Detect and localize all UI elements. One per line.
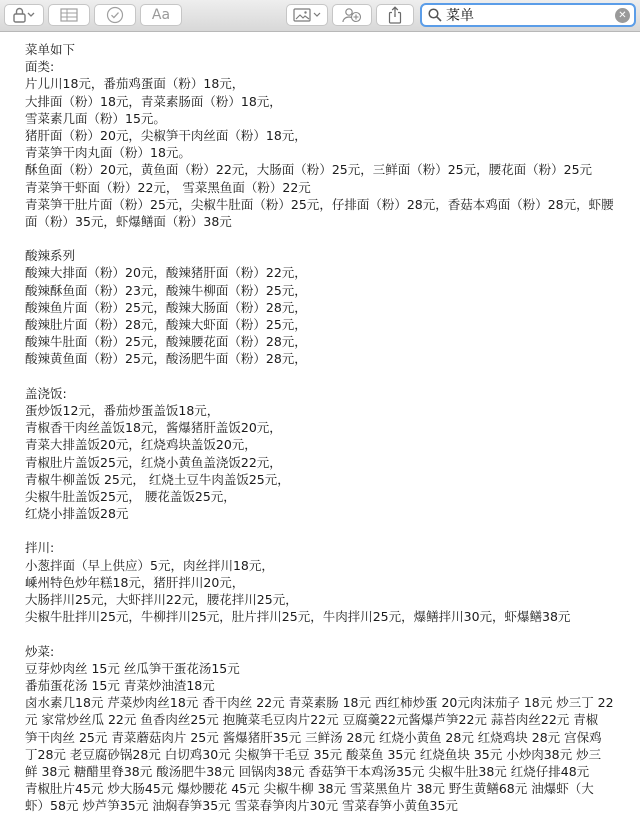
media-button[interactable] (286, 4, 328, 26)
checklist-button[interactable] (94, 4, 136, 26)
blank-line (25, 368, 633, 385)
note-line: 拌川: (25, 540, 55, 556)
note-line: 酸辣系列 (25, 248, 76, 264)
toolbar (0, 0, 640, 32)
note-line: 片儿川18元，番茄鸡蛋面（粉）18元， (25, 76, 245, 92)
note-line: 酸辣牛肚面（粉）25元，酸辣腰花面（粉）28元， (25, 334, 307, 350)
note-line: 尖椒牛肚拌川25元，牛柳拌川25元，肚片拌川25元，牛肉拌川25元，爆鳝拌川30元，虾爆鳝38元 (25, 609, 571, 625)
note-line: 炒菜: (25, 643, 55, 659)
blank-line (25, 522, 633, 539)
search-input[interactable] (446, 7, 596, 23)
search-icon (428, 8, 442, 22)
note-line: 面（粉）35元，虾爆鳝面（粉）38元 (25, 213, 232, 229)
note-line: 番茄蛋花汤 15元 青菜炒油渣18元 (25, 677, 215, 693)
note-line: 小葱拌面（早上供应）5元，肉丝拌川18元， (25, 557, 274, 573)
note-line: 青椒香干肉丝盖饭18元，酱爆猪肝盖饭20元， (25, 420, 282, 436)
note-line: 酸辣肚片面（粉）28元，酸辣大虾面（粉）25元， (25, 317, 307, 332)
note-line: 红烧小排盖饭28元 (25, 506, 129, 522)
note-line: 嵊州特色炒年糕18元，猪肝拌川20元， (25, 574, 245, 590)
note-line: 青菜笋干肚片面（粉）25元，尖椒牛肚面（粉）25元，仔排面（粉）28元，香菇本鸡面（粉）28元，虾腰 (25, 196, 614, 212)
table-button[interactable] (48, 4, 90, 26)
share-button[interactable] (376, 4, 414, 26)
note-line: 尖椒牛肚盖饭25元， 腰花盖饭25元， (25, 488, 236, 504)
share-icon (388, 6, 402, 24)
note-line: 酸辣酥鱼面（粉）23元，酸辣牛柳面（粉）25元， (25, 282, 307, 298)
note-line: 鲜 38元 糖醋里脊38元 酸汤肥牛38元 回锅肉38元 香菇笋干本鸡汤35元 尖椒牛肚38元 红烧仔排48元 (25, 763, 590, 779)
note-line: 猪肝面（粉）20元，尖椒笋干肉丝面（粉）18元， (25, 127, 307, 143)
blank-line (25, 625, 633, 642)
note-line: 青菜大排盖饭20元，红烧鸡块盖饭20元， (25, 437, 257, 453)
clear-search-icon[interactable]: ✕ (615, 8, 630, 23)
format-button[interactable]: Aa (140, 4, 182, 26)
note-line: 酸辣黄鱼面（粉）25元，酸汤肥牛面（粉）28元， (25, 351, 307, 367)
blank-line (25, 230, 633, 247)
note-line: 青椒肚片45元 炒大肠45元 爆炒腰花 45元 尖椒牛柳 38元 雪菜黑鱼片 38元 野生黄鳝68元 油爆虾（大 (25, 781, 594, 797)
note-line: 笋干肉丝 25元 青菜蘑菇肉片 25元 酱爆猪肝35元 三鲜汤 28元 红烧小黄鱼 28元 红烧鸡块 28元 宫保鸡 (25, 729, 602, 745)
note-line: 大肠拌川25元，大虾拌川22元，腰花拌川25元， (25, 592, 298, 607)
note-line: 大排面（粉）18元，青菜素肠面（粉）18元， (25, 93, 282, 109)
lock-dropdown-button[interactable] (4, 4, 44, 26)
note-line: 豆芽炒肉丝 15元 丝瓜笋干蛋花汤15元 (25, 660, 240, 676)
note-line: 菜单如下 (25, 42, 76, 57)
note-line: 酥鱼面（粉）20元，黄鱼面（粉）22元，大肠面（粉）25元，三鲜面（粉）25元，腰花面（粉）25元 (25, 162, 593, 178)
note-line: 丁28元 老豆腐砂锅28元 白切鸡30元 尖椒笋干毛豆 35元 酸菜鱼 35元 红烧鱼块 35元 小炒肉38元 炒三 (25, 746, 602, 762)
note-line: 酸辣大排面（粉）20元，酸辣猪肝面（粉）22元， (25, 265, 307, 281)
note-line: 酸辣鱼片面（粉）25元，酸辣大肠面（粉）28元， (25, 299, 307, 315)
note-body[interactable] (25, 41, 633, 814)
note-line: 虾）58元 炒芦笋35元 油焖春笋35元 雪菜春笋肉片30元 雪菜春笋小黄鱼35元 (25, 798, 458, 814)
note-line: 蛋炒饭12元，番茄炒蛋盖饭18元， (25, 402, 220, 418)
note-line: 雪菜素几面（粉）15元。 (25, 110, 166, 126)
note-line: 面类: (25, 59, 55, 75)
note-line: 青椒肚片盖饭25元，红烧小黄鱼盖浇饭22元， (25, 454, 282, 470)
lock-icon (12, 7, 36, 23)
note-line: 青菜笋干虾面（粉）22元， 雪菜黑鱼面（粉）22元 (25, 179, 311, 195)
note-line: 卤水素几18元 芹菜炒肉丝18元 香干肉丝 22元 青菜素肠 18元 西红柿炒蛋 20元肉沫茄子 18元 炒三丁 22 (25, 695, 614, 711)
note-line: 青菜笋干肉丸面（粉）18元。 (25, 145, 191, 161)
note-line: 元 家常炒丝瓜 22元 鱼香肉丝25元 抱腌菜毛豆肉片22元 豆腐羹22元酱爆芦笋22元 蒜苔肉丝22元 青椒 (25, 712, 599, 728)
add-person-icon (341, 7, 363, 23)
note-line: 青椒牛柳盖饭 25元， 红烧土豆牛肉盖饭25元， (25, 471, 290, 487)
photo-icon (293, 7, 321, 23)
table-icon (60, 8, 78, 22)
add-people-button[interactable] (332, 4, 372, 26)
search-field[interactable] (420, 3, 636, 27)
checkmark-circle-icon (106, 6, 124, 24)
note-line: 盖浇饭: (25, 385, 67, 401)
